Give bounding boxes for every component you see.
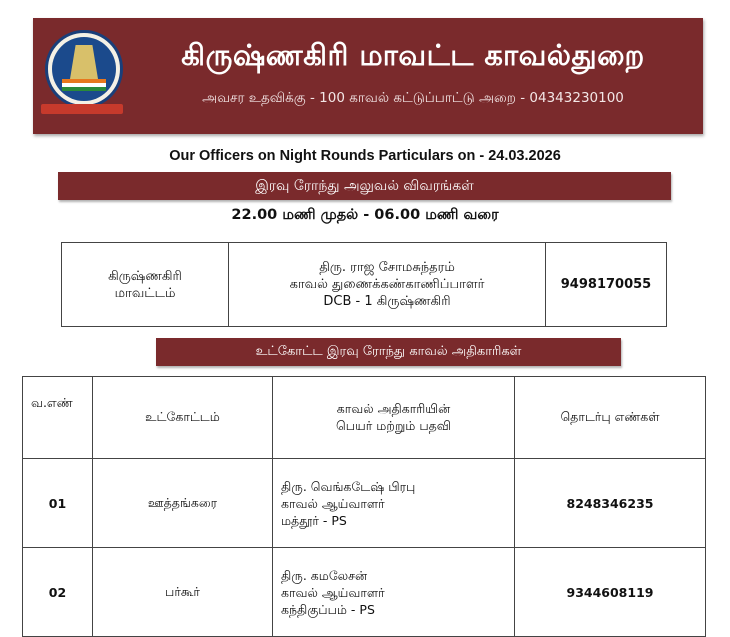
district-officer-name: திரு. ராஜ சோமசுந்தரம் [319, 260, 455, 275]
col-header-officer-line1: காவல் அதிகாரியின் [336, 400, 451, 416]
col-header-officer [273, 377, 515, 459]
header-title: கிருஷ்ணகிரி மாவட்ட காவல்துறை [181, 38, 645, 72]
summary-row [62, 243, 667, 327]
row-officer-rank: காவல் ஆய்வாளர் [281, 495, 385, 511]
table-row [23, 459, 706, 548]
time-range-line: 22.00 மணி முதல் - 06.00 மணி வரை [231, 207, 499, 223]
district-officer-unit: DCB - 1 கிருஷ்ணகிரி [323, 294, 451, 309]
district-officer-cell [229, 243, 546, 327]
col-header-subdivision: உட்கோட்டம் [93, 377, 273, 459]
district-officer-table [61, 242, 667, 327]
row-officer-station: மத்தூர் - PS [281, 512, 347, 528]
district-label: மாவட்டம் [114, 285, 176, 301]
tricolor-flag-icon [62, 79, 106, 91]
night-rounds-banner: இரவு ரோந்து அலுவல் விவரங்கள் [58, 172, 671, 200]
row-officer-name: திரு. கமலேசன் [281, 567, 368, 583]
row-officer-name: திரு. வெங்கடேஷ் பிரபு [281, 478, 416, 494]
header-banner [33, 18, 703, 134]
col-header-sl: வ.எண் [23, 377, 93, 459]
district-officer-phone: 9498170055 [546, 243, 667, 327]
date-line: Our Officers on Night Rounds Particulars on - 24.03.2026 [169, 148, 561, 164]
col-header-contact: தொடர்பு எண்கள் [515, 377, 706, 459]
row-phone: 8248346235 [515, 459, 706, 548]
subdivision-officers-table [22, 376, 706, 637]
subdivision-officers-banner: உட்கோட்ட இரவு ரோந்து காவல் அதிகாரிகள் [156, 338, 621, 366]
police-emblem-logo [45, 30, 123, 108]
row-phone: 9344608119 [515, 548, 706, 637]
table-row [23, 548, 706, 637]
district-name: கிருஷ்ணகிரி [108, 268, 182, 284]
row-sl: 02 [23, 548, 93, 637]
row-officer-rank: காவல் ஆய்வாளர் [281, 584, 385, 600]
table-header-row [23, 377, 706, 459]
emblem-ribbon [41, 104, 123, 114]
row-subdivision: ஊத்தங்கரை [93, 459, 273, 548]
row-officer [273, 548, 515, 637]
row-sl: 01 [23, 459, 93, 548]
row-subdivision: பர்கூர் [93, 548, 273, 637]
row-officer-station: கந்திகுப்பம் - PS [281, 601, 375, 617]
row-officer [273, 459, 515, 548]
district-officer-rank: காவல் துணைக்கண்காணிப்பாளர் [289, 277, 485, 292]
district-cell [62, 243, 229, 327]
header-subtitle: அவசர உதவிக்கு - 100 காவல் கட்டுப்பாட்டு அறை - 04343230100 [202, 90, 624, 106]
col-header-officer-line2: பெயர் மற்றும் பதவி [336, 417, 451, 433]
